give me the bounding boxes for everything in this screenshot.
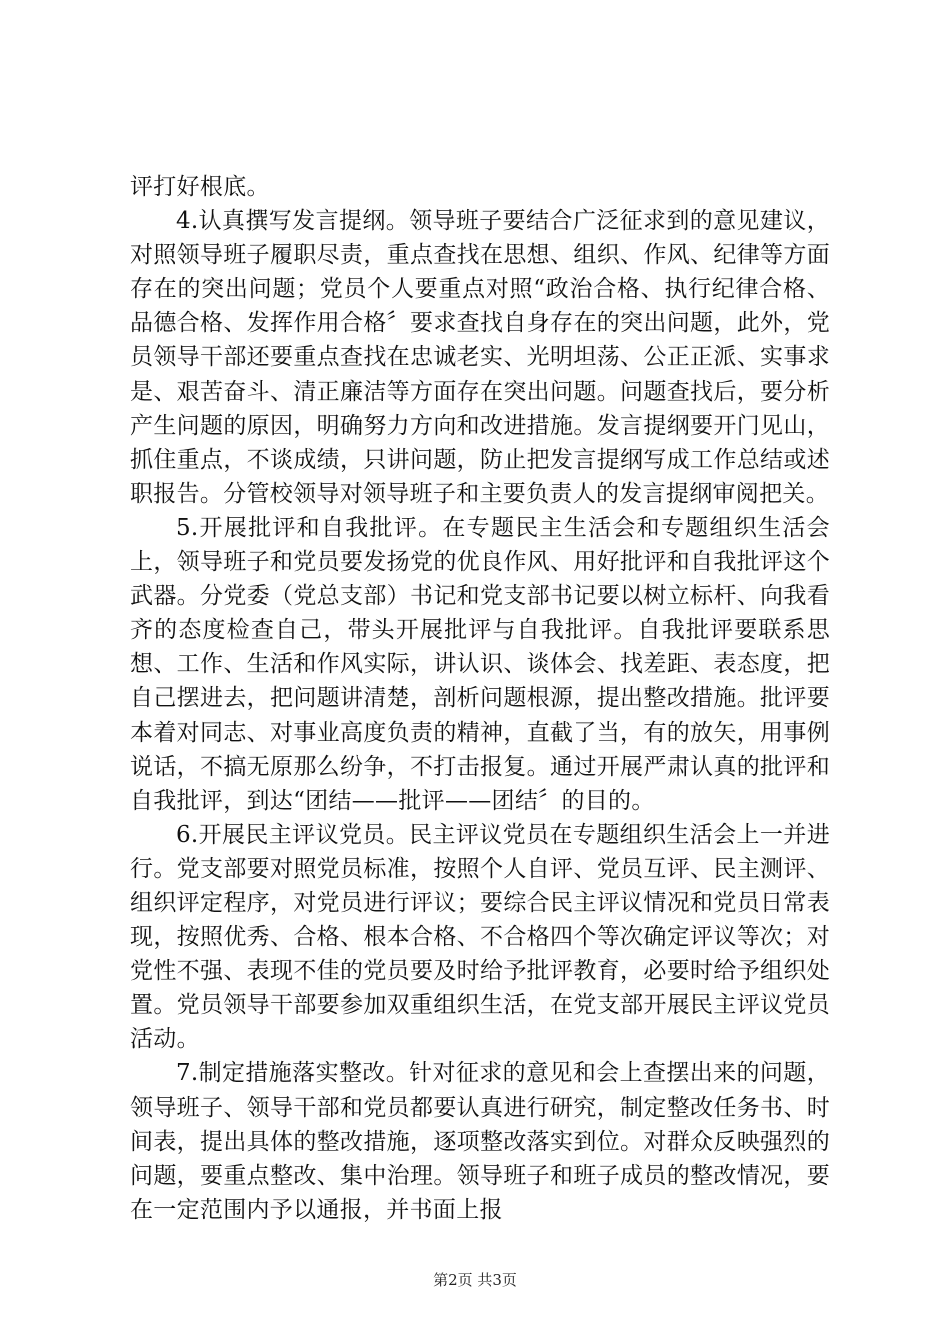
paragraph-item-7: 7.制定措施落实整改。针对征求的意见和会上查摆出来的问题，领导班子、领导干部和党员都要认真进行研究，制定整改任务书、时间表，提出具体的整改措施，逐项整改落实到位。对群众反映强烈的问题，要重点整改、集中治理。领导班子和班子成员的整改情况，要在一定范围内予以通报，并书面上报 (130, 1060, 830, 1223)
page-footer: 第2页 共3页 (433, 1271, 517, 1289)
paragraph-item-6: 6.开展民主评议党员。民主评议党员在专题组织生活会上一并进行。党支部要对照党员标准，按照个人自评、党员互评、民主测评、组织评定程序，对党员进行评议；要综合民主评议情况和党员日常表现，按照优秀、合格、根本合格、不合格四个等次确定评议等次；对党性不强、表现不佳的党员要及时给予批评教育，必要时给予组织处置。党员领导干部要参加双重组织生活，在党支部开展民主评议党员活动。 (130, 821, 830, 1053)
paragraph-continuation: 评打好根底。 (130, 174, 270, 200)
paragraph-item-5: 5.开展批评和自我批评。在专题民主生活会和专题组织生活会上，领导班子和党员要发扬党的优良作风、用好批评和自我批评这个武器。分党委（党总支部）书记和党支部书记要以树立标杆、向我看齐的态度检查自己，带头开展批评与自我批评。自我批评要联系思想、工作、生活和作风实际，讲认识、谈体会、找差距、表态度，把自己摆进去，把问题讲清楚，剖析问题根源，提出整改措施。批评要本着对同志、对事业高度负责的精神，直截了当，有的放矢，用事例说话，不搞无原那么纷争，不打击报复。通过开展严肃认真的批评和自我批评，到达“团结——批评——团结〞的目的。 (130, 514, 830, 814)
paragraph-item-4: 4.认真撰写发言提纲。领导班子要结合广泛征求到的意见建议，对照领导班子履职尽责，重点查找在思想、组织、作风、纪律等方面存在的突出问题；党员个人要重点对照“政治合格、执行纪律合格、品德合格、发挥作用合格〞要求查找自身存在的突出问题，此外，党员领导干部还要重点查找在忠诚老实、光明坦荡、公正正派、实事求是、艰苦奋斗、清正廉洁等方面存在突出问题。问题查找后，要分析产生问题的原因，明确努力方向和改进措施。发言提纲要开门见山，抓住重点，不谈成绩，只讲问题，防止把发言提纲写成工作总结或述职报告。分管校领导对领导班子和主要负责人的发言提纲审阅把关。 (130, 208, 830, 507)
document-body (130, 170, 830, 1227)
